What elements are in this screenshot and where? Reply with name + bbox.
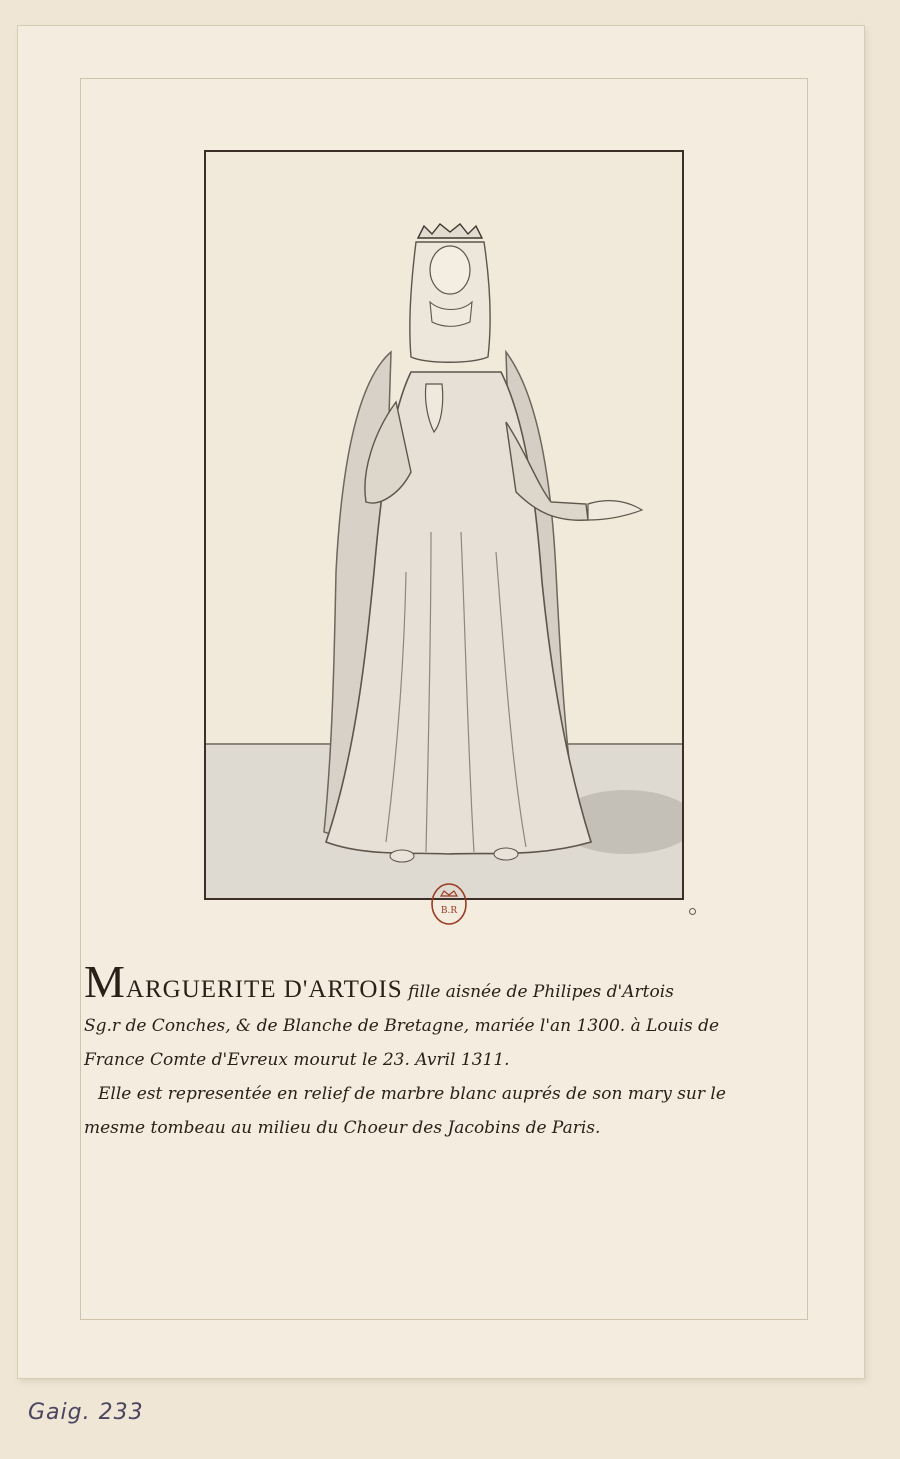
caption-line-4: Elle est representée en relief de marbre blanc auprés de son mary sur le (98, 1084, 726, 1104)
caption-line-1: MARGUERITE D'ARTOIS fille aisnée de Philipes d'Artois (84, 956, 674, 1007)
portrait-drawing (204, 150, 684, 900)
right-foot (494, 848, 518, 860)
ink-dot (689, 908, 696, 915)
left-foot (390, 850, 414, 862)
crown (418, 224, 482, 238)
face (430, 246, 470, 294)
caption-text (84, 956, 824, 1145)
stamp-crown-icon (441, 891, 457, 896)
shelfmark-label: Gaig. 233 (28, 1400, 144, 1425)
caption-line-3: France Comte d'Evreux mourut le 23. Avril 1311. (84, 1050, 510, 1070)
extended-hand (588, 501, 642, 520)
library-stamp (430, 882, 468, 926)
figure-illustration (206, 152, 682, 898)
caption-line-2: Sg.r de Conches, & de Blanche de Bretagne, mariée l'an 1300. à Louis de (84, 1016, 720, 1036)
caption-line-5: mesme tombeau au milieu du Choeur des Jacobins de Paris. (84, 1118, 601, 1138)
stamp-text: B.R (440, 906, 458, 916)
sitter-name: MARGUERITE D'ARTOIS (84, 956, 403, 1007)
